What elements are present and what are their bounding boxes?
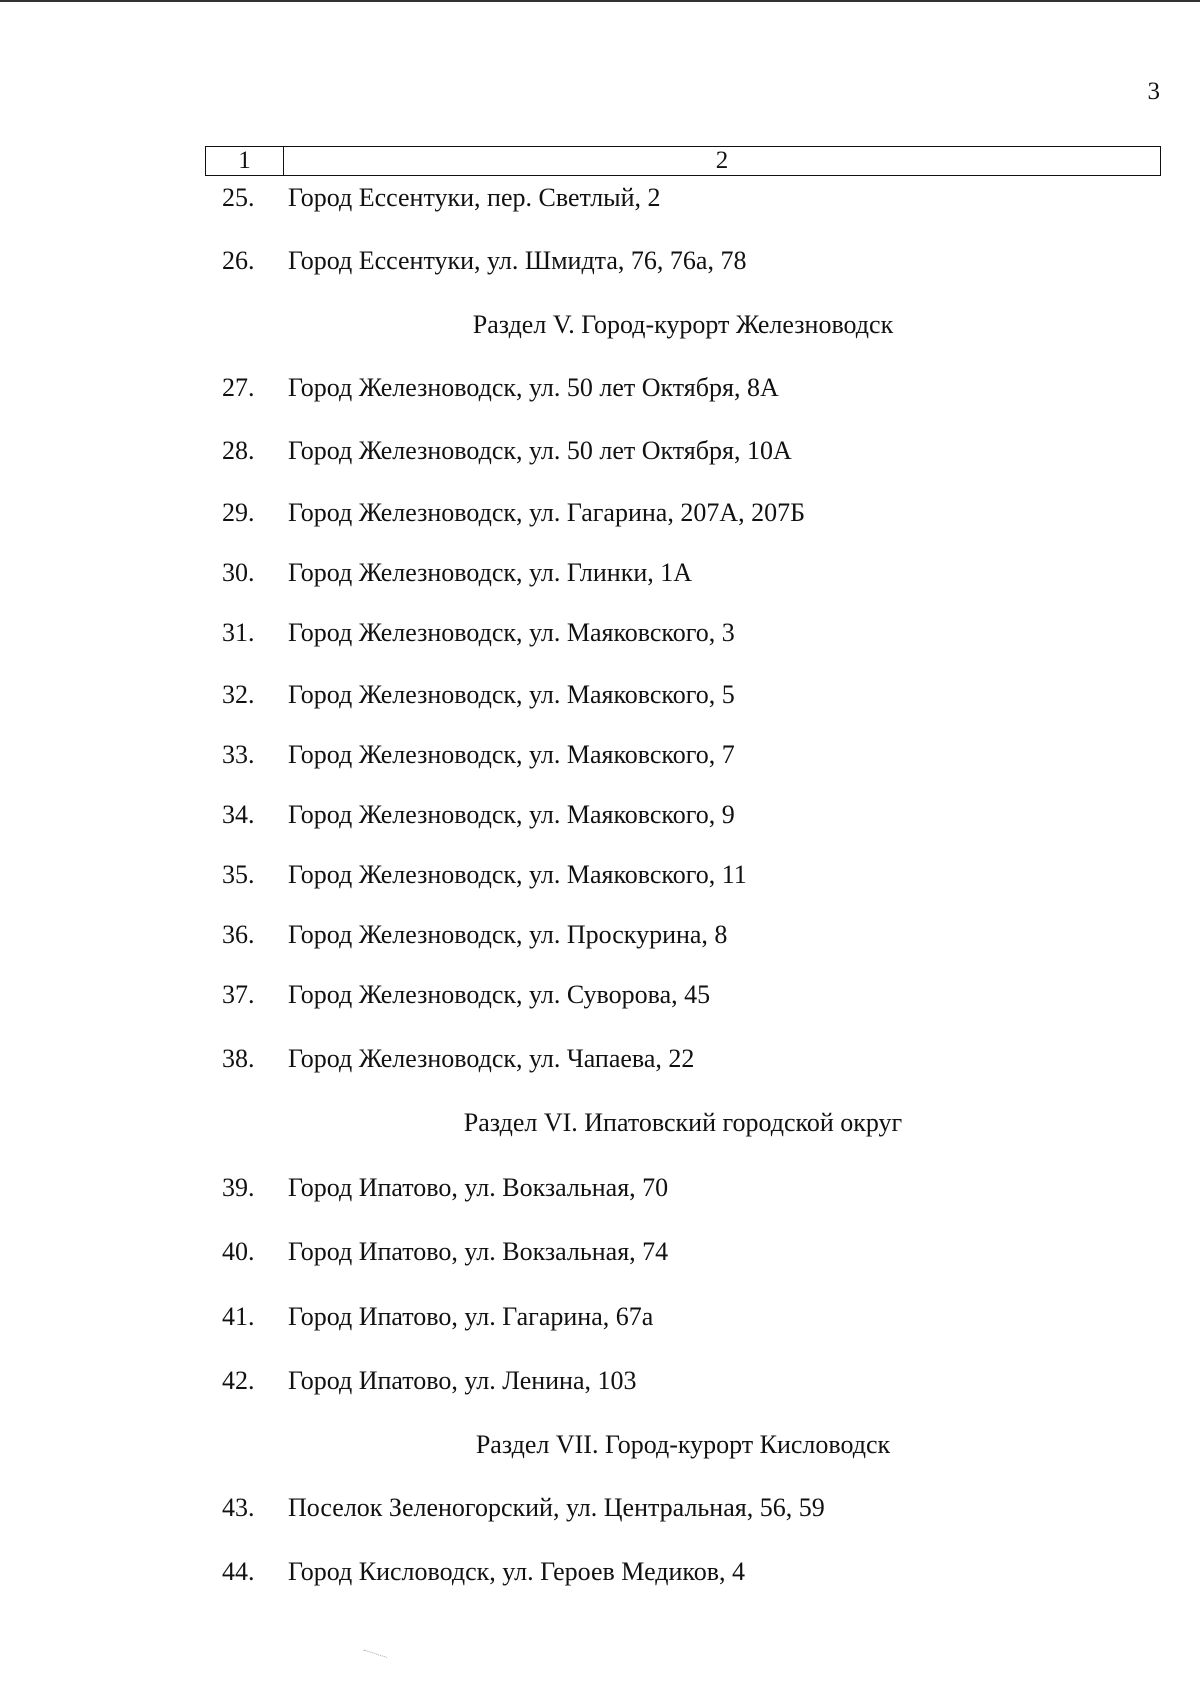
- item-address: Город Кисловодск, ул. Героев Медиков, 4: [288, 1557, 746, 1586]
- table-header-col2: 2: [715, 147, 729, 174]
- list-item: [0, 1490, 1200, 1526]
- top-rule: [0, 0, 1200, 2]
- list-item: [0, 433, 1200, 469]
- list-item: [0, 1363, 1200, 1399]
- list-item: [0, 977, 1200, 1013]
- list-item: [0, 370, 1200, 406]
- table-header-col1: 1: [206, 147, 284, 175]
- item-address: Город Ипатово, ул. Вокзальная, 74: [288, 1237, 669, 1266]
- item-address: Город Железноводск, ул. 50 лет Октября, 8А: [288, 373, 779, 402]
- item-address: Город Ипатово, ул. Гагарина, 67а: [288, 1302, 654, 1331]
- item-address: Город Железноводск, ул. Глинки, 1А: [288, 558, 693, 587]
- item-number: 41.: [222, 1302, 255, 1331]
- item-address: Город Железноводск, ул. Суворова, 45: [288, 980, 711, 1009]
- item-number: 25.: [222, 183, 255, 212]
- item-number: 34.: [222, 800, 255, 829]
- item-address: Город Ессентуки, ул. Шмидта, 76, 76а, 78: [288, 246, 747, 275]
- item-address: Город Ессентуки, пер. Светлый, 2: [288, 183, 661, 212]
- item-number: 36.: [222, 920, 255, 949]
- list-item: [0, 1041, 1200, 1077]
- item-number: 35.: [222, 860, 255, 889]
- item-number: 30.: [222, 558, 255, 587]
- page-number: 3: [1147, 78, 1160, 105]
- list-item: [0, 917, 1200, 953]
- item-number: 44.: [222, 1557, 255, 1586]
- item-number: 37.: [222, 980, 255, 1009]
- item-address: Город Железноводск, ул. Маяковского, 5: [288, 680, 735, 709]
- list-item: [0, 857, 1200, 893]
- section-heading: Раздел V. Город-курорт Железноводск: [472, 310, 894, 339]
- item-address: Город Железноводск, ул. 50 лет Октября, 10А: [288, 436, 792, 465]
- item-number: 28.: [222, 436, 255, 465]
- list-item: [0, 243, 1200, 279]
- item-address: Поселок Зеленогорский, ул. Центральная, 56, 59: [288, 1493, 825, 1522]
- item-number: 29.: [222, 498, 255, 527]
- item-number: 40.: [222, 1237, 255, 1266]
- list-item: [0, 1299, 1200, 1335]
- item-number: 26.: [222, 246, 255, 275]
- item-number: 33.: [222, 740, 255, 769]
- list-item: [0, 797, 1200, 833]
- section-heading: Раздел VII. Город-курорт Кисловодск: [475, 1430, 891, 1459]
- item-address: Город Железноводск, ул. Маяковского, 7: [288, 740, 735, 769]
- item-address: Город Ипатово, ул. Вокзальная, 70: [288, 1173, 669, 1202]
- list-item: [0, 180, 1200, 216]
- section-heading: Раздел VI. Ипатовский городской округ: [463, 1108, 903, 1137]
- item-number: 43.: [222, 1493, 255, 1522]
- item-number: 27.: [222, 373, 255, 402]
- list-item: [0, 495, 1200, 531]
- list-item: [0, 737, 1200, 773]
- item-address: Город Ипатово, ул. Ленина, 103: [288, 1366, 637, 1395]
- item-number: 39.: [222, 1173, 255, 1202]
- table-header-row: [205, 146, 1161, 176]
- item-number: 32.: [222, 680, 255, 709]
- list-item: [0, 1554, 1200, 1590]
- item-number: 31.: [222, 618, 255, 647]
- item-number: 38.: [222, 1044, 255, 1073]
- item-address: Город Железноводск, ул. Гагарина, 207А, 207Б: [288, 498, 806, 527]
- list-item: [0, 555, 1200, 591]
- list-item: [0, 1234, 1200, 1270]
- item-address: Город Железноводск, ул. Маяковского, 11: [288, 860, 747, 889]
- item-address: Город Железноводск, ул. Проскурина, 8: [288, 920, 728, 949]
- item-number: 42.: [222, 1366, 255, 1395]
- item-address: Город Железноводск, ул. Маяковского, 3: [288, 618, 735, 647]
- scan-speck: [361, 1650, 387, 1666]
- item-address: Город Железноводск, ул. Маяковского, 9: [288, 800, 735, 829]
- list-item: [0, 1170, 1200, 1206]
- list-item: [0, 615, 1200, 651]
- list-item: [0, 677, 1200, 713]
- item-address: Город Железноводск, ул. Чапаева, 22: [288, 1044, 695, 1073]
